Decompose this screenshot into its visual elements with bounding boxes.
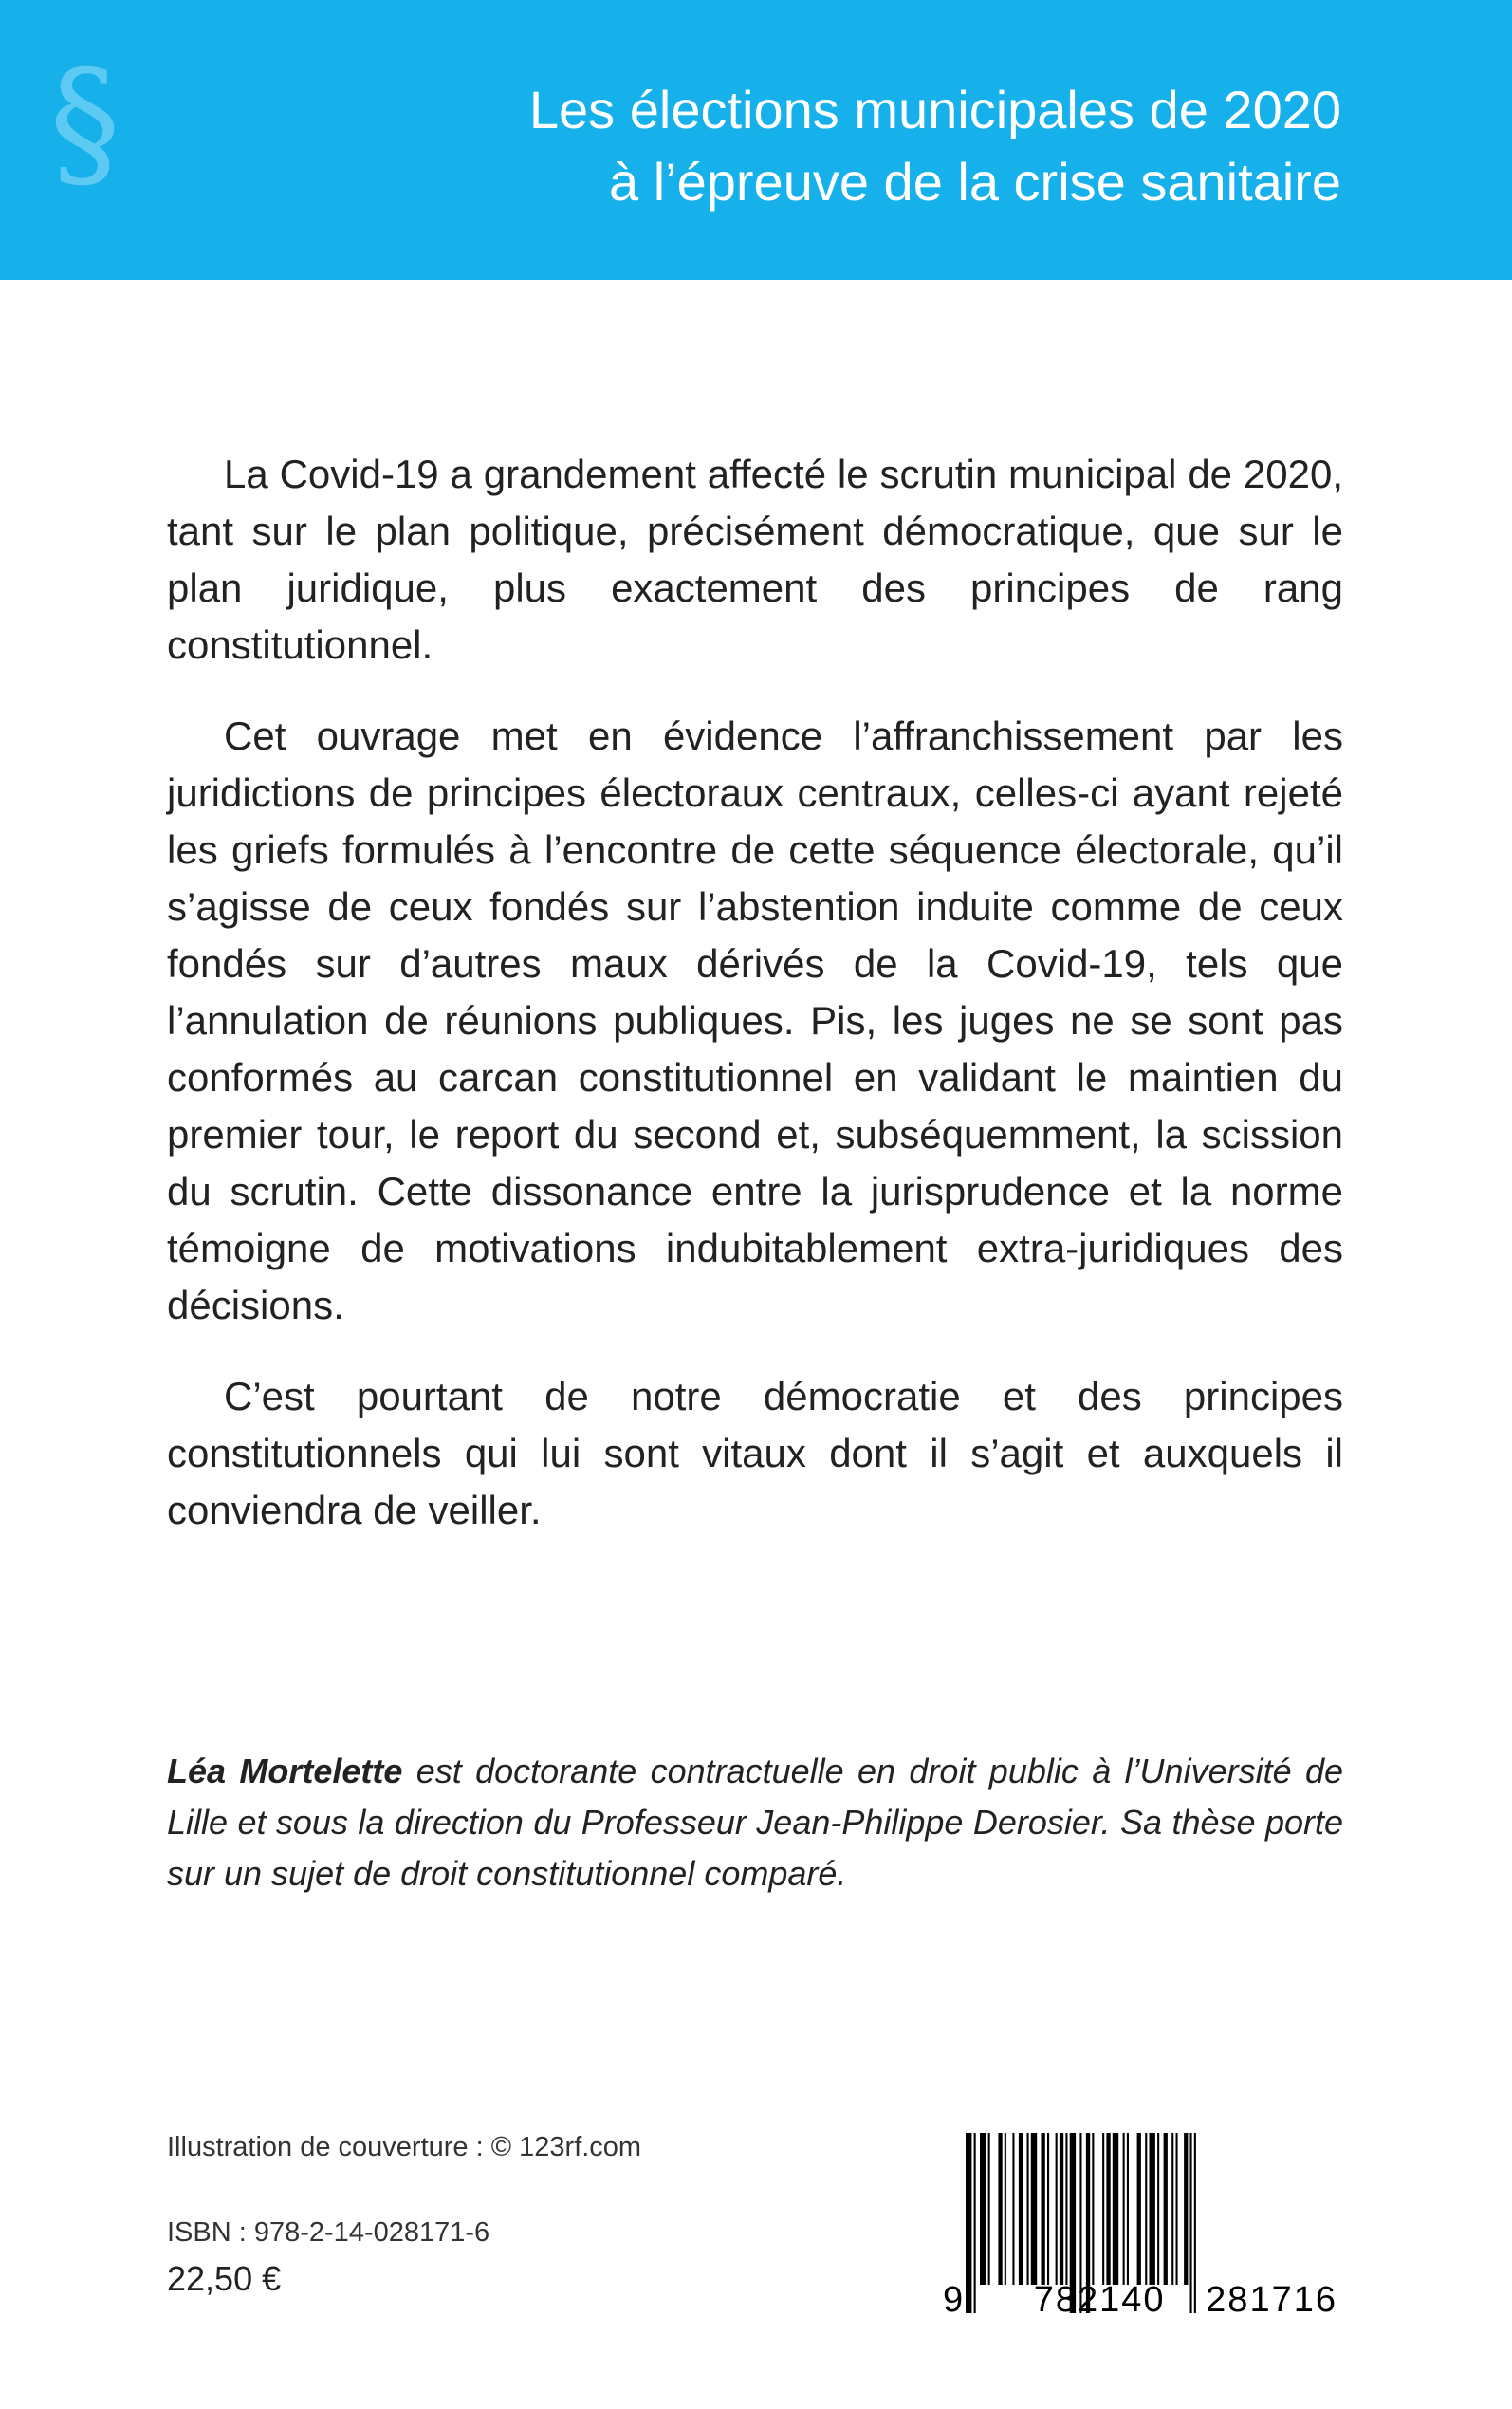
blurb-paragraph-1: La Covid-19 a grandement affecté le scrutin municipal de 2020, tant sur le plan politique, précisément démocratique, que sur le plan juridique, plus exactement des principes de rang constitutionnel. xyxy=(167,452,1343,667)
barcode-first-digit: 9 xyxy=(943,2279,966,2320)
barcode-number xyxy=(943,2277,1347,2323)
illustration-credit: Illustration de couverture : © 123rf.com xyxy=(167,2132,642,2162)
blurb-paragraph-3: C’est pourtant de notre démocratie et des principes constitutionnels qui lui sont vitaux dont il s’agit et auxquels il conviendra de veiller. xyxy=(167,1374,1343,1532)
section-sign-icon: § xyxy=(49,41,120,206)
title-line-1: Les élections municipales de 2020 xyxy=(528,80,1341,139)
isbn: ISBN : 978-2-14-028171-6 xyxy=(167,2217,490,2248)
author-bio xyxy=(167,1746,1343,1899)
price: 22,50 € xyxy=(167,2259,282,2298)
author-name: Léa Mortelette xyxy=(167,1751,403,1790)
back-cover-blurb xyxy=(167,446,1343,1573)
blurb-paragraph-2: Cet ouvrage met en évidence l’affranchissement par les juridictions de principes électoraux centraux, celles-ci ayant rejeté les griefs formulés à l’encontre de cette séquence électorale, qu’il s’agisse de ceux fondés sur l’abstention induite comme de ceux fondés sur d’autres maux dérivés de la Covid-19, tels que l’annulation de réunions publiques. Pis, les juges ne se sont pas conformés au carcan constitutionnel en validant le maintien du premier tour, le report du second et, subséquemment, la scission du scrutin. Cette dissonance entre la jurisprudence et la norme témoigne de motivations indubitablement extra-juridiques des décisions. xyxy=(167,713,1343,1327)
author-bio-text: est doctorante contractuelle en droit public à l’Université de Lille et sous la direction du Professeur Jean-Philippe Derosier. Sa thèse porte sur un sujet de droit constitutionnel comparé. xyxy=(167,1751,1343,1893)
barcode-group-left: 782140 xyxy=(1033,2279,1166,2320)
book-title xyxy=(298,74,1341,218)
header-band xyxy=(0,0,1512,280)
barcode-group-right: 281716 xyxy=(1206,2279,1337,2320)
title-line-2: à l’épreuve de la crise sanitaire xyxy=(609,152,1341,212)
